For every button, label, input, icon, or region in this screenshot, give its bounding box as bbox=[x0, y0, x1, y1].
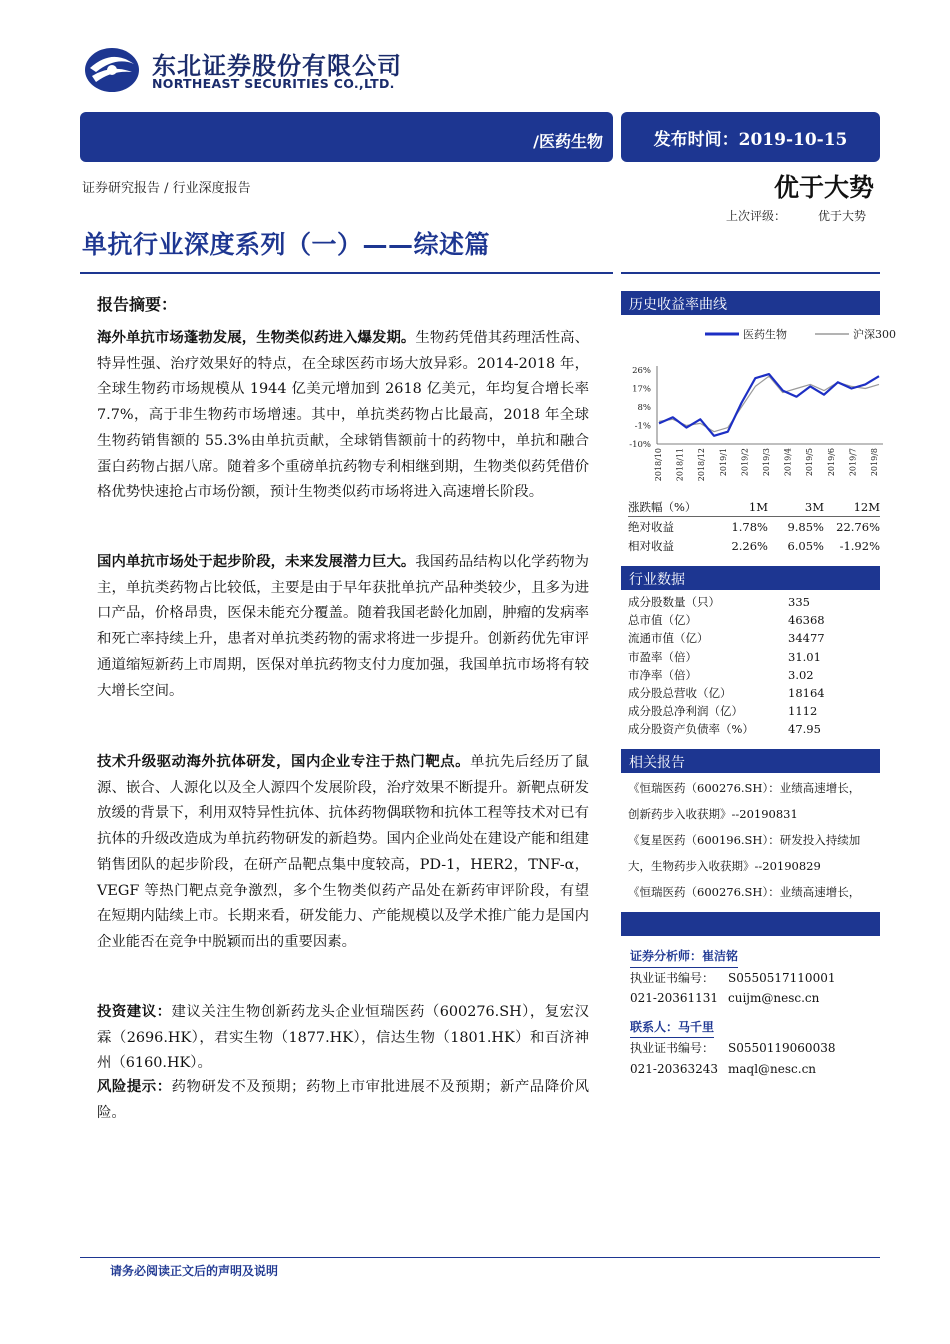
y-tick-label: 17% bbox=[632, 384, 651, 395]
y-tick-label: -1% bbox=[634, 421, 651, 432]
returns-cell: 绝对收益 bbox=[628, 519, 674, 534]
industry-row bbox=[628, 666, 880, 684]
returns-cell: -1.92% bbox=[839, 538, 880, 553]
industry-label: 总市值（亿） bbox=[628, 613, 697, 628]
cert-label: 执业证书编号： bbox=[630, 970, 715, 985]
x-tick-label: 2019/5 bbox=[805, 448, 815, 477]
sector-label: /医药生物 bbox=[533, 132, 603, 151]
industry-row bbox=[628, 629, 880, 647]
related-report-line[interactable]: 《复星医药（600196.SH）：研发投入持续加 bbox=[628, 833, 861, 847]
returns-cell: 相对收益 bbox=[628, 538, 674, 553]
industry-row bbox=[628, 720, 880, 738]
summary-paragraph: 技术升级驱动海外抗体研发，国内企业专注于热门靶点。单抗先后经历了鼠源、嵌合、人源化以及全人源四个发展阶段，治疗效果不断提升。新靶点研发放缓的背景下，利用双特异性抗体、抗体药物偶联物和抗体工程等技术对已有抗体的升级改造成为单抗药物研发的新趋势。国内企业尚处在建设产能和组建销售团队的起步阶段，在研产品靶点集中度较高，PD-1，HER2，TNF-α，VEGF 等热门靶点竞争激烈，多个生物类似药产品处在新药审评阶段，有望在短期内陆续上市。长期来看，研发能力、产能规模以及学术推广能力是国内企业能否在竞争中脱颖而出的重要因素。 bbox=[97, 753, 589, 950]
industry-value: 3.02 bbox=[788, 667, 814, 682]
footer-divider bbox=[80, 1257, 880, 1258]
industry-section-heading: 行业数据 bbox=[621, 566, 880, 590]
company-logo-icon bbox=[82, 46, 144, 94]
x-tick-label: 2019/2 bbox=[740, 448, 750, 477]
industry-row bbox=[628, 684, 880, 702]
y-tick-label: 8% bbox=[637, 403, 651, 413]
summary-heading: 报告摘要： bbox=[97, 295, 178, 314]
returns-cell: 9.85% bbox=[787, 519, 824, 534]
breadcrumb: 证券研究报告 / 行业深度报告 bbox=[82, 181, 251, 196]
related-report-line[interactable]: 《恒瑞医药（600276.SH）：业绩高速增长， bbox=[628, 781, 861, 795]
industry-label: 市净率（倍） bbox=[628, 667, 697, 682]
summary-paragraph: 国内单抗市场处于起步阶段，未来发展潜力巨大。我国药品结构以化学药物为主，单抗类药物占比较低，主要是由于早年获批单抗产品种类较少，且多为进口产品，价格昂贵，医保未能充分覆盖。随着我国老龄化加剧，肿瘤的发病率和死亡率持续上升，患者对单抗类药物的需求将进一步提升。创新药优先审评通道缩短新药上市周期，医保对单抗药物支付力度加强，我国单抗市场将有较大增长空间。 bbox=[97, 553, 589, 699]
industry-value: 335 bbox=[788, 595, 810, 610]
returns-header-cell: 涨跌幅（%） bbox=[628, 500, 697, 514]
x-tick-label: 2018/12 bbox=[697, 448, 707, 482]
y-tick-label: -10% bbox=[629, 440, 651, 450]
industry-label: 成分股资产负债率（%） bbox=[628, 722, 754, 737]
returns-row bbox=[628, 536, 880, 555]
summary-paragraph: 海外单抗市场蓬勃发展，生物类似药进入爆发期。生物药凭借其药理活性高、特异性强、治疗效果好的特点，在全球医药市场大放异彩。2014-2018 年，全球生物药市场规模从 1944 亿美元增加到 2618 亿美元，年均复合增长率 7.7%，高于非生物药市场增速。其中，单抗类药物占比最高，2018 年全球生物药销售额的 55.3%由单抗贡献，全球销售额前十的药物中，单抗和融合蛋白药物占据八席。随着多个重磅单抗药物专利相继到期，生物类似药凭借价格优势快速抢占市场份额，预计生物类似药市场将进入高速增长阶段。 bbox=[97, 329, 589, 501]
phone: 021-20363243 bbox=[630, 1061, 719, 1076]
x-tick-label: 2019/1 bbox=[718, 448, 728, 477]
email-link[interactable]: cuijm@nesc.cn bbox=[728, 991, 820, 1005]
industry-data-table bbox=[628, 593, 880, 739]
industry-label: 成分股总净利润（亿） bbox=[628, 704, 743, 719]
report-title: 单抗行业深度系列（一）——综述篇 bbox=[82, 230, 491, 259]
analyst-title: 证券分析师：崔洁铭 bbox=[630, 946, 738, 968]
industry-value: 18164 bbox=[788, 686, 825, 701]
returns-cell: 1.78% bbox=[731, 519, 768, 534]
x-tick-label: 2019/3 bbox=[762, 448, 771, 477]
related-report-line[interactable]: 创新药步入收获期》--20190831 bbox=[628, 807, 798, 821]
series-line bbox=[659, 374, 879, 436]
related-reports-heading: 相关报告 bbox=[621, 749, 880, 773]
returns-header-cell: 3M bbox=[804, 500, 824, 514]
contact-contact-row bbox=[630, 1059, 880, 1080]
industry-label: 市盈率（倍） bbox=[628, 649, 697, 664]
related-report-line[interactable]: 《恒瑞医药（600276.SH）：业绩高速增长， bbox=[628, 885, 861, 899]
industry-row bbox=[628, 648, 880, 666]
returns-cell: 6.05% bbox=[787, 538, 824, 553]
prev-rating-label: 上次评级： bbox=[726, 209, 787, 223]
industry-label: 成分股数量（只） bbox=[628, 595, 720, 610]
publish-date: 发布时间：2019-10-15 bbox=[653, 130, 848, 150]
x-tick-label: 2018/10 bbox=[654, 448, 663, 482]
industry-label: 成分股总营收（亿） bbox=[628, 686, 732, 701]
prev-rating-value: 优于大势 bbox=[818, 209, 867, 223]
returns-header-cell: 12M bbox=[853, 500, 880, 514]
returns-header-cell: 1M bbox=[748, 500, 768, 514]
footer-disclaimer: 请务必阅读正文后的声明及说明 bbox=[110, 1264, 279, 1278]
related-report-line[interactable]: 大，生物药步入收获期》--20190829 bbox=[628, 859, 821, 873]
returns-header-row bbox=[628, 498, 880, 517]
industry-value: 47.95 bbox=[788, 722, 821, 737]
x-tick-label: 2019/6 bbox=[826, 448, 836, 477]
analyst-cert-row bbox=[630, 968, 880, 989]
legend-label: 沪深300 bbox=[853, 328, 896, 341]
risk-warning: 风险提示：药物研发不及预期；药物上市审批进展不及预期；新产品降价风险。 bbox=[97, 1078, 589, 1121]
date-banner bbox=[621, 112, 880, 162]
sidebar-bar bbox=[621, 912, 880, 936]
x-tick-label: 2019/4 bbox=[783, 448, 793, 477]
industry-row bbox=[628, 593, 880, 611]
x-tick-label: 2019/8 bbox=[870, 448, 879, 477]
returns-cell: 22.76% bbox=[836, 519, 880, 534]
cert-number: S0550119060038 bbox=[728, 1041, 836, 1055]
x-tick-label: 2019/7 bbox=[848, 448, 858, 477]
returns-cell: 2.26% bbox=[731, 538, 768, 553]
company-name-cn: 东北证券股份有限公司 bbox=[152, 52, 402, 80]
industry-value: 1112 bbox=[788, 704, 818, 719]
sector-banner bbox=[80, 112, 613, 162]
cert-label: 执业证书编号： bbox=[630, 1041, 715, 1055]
chart-section-heading: 历史收益率曲线 bbox=[621, 291, 880, 315]
x-tick-label: 2018/11 bbox=[675, 448, 685, 482]
industry-value: 46368 bbox=[788, 613, 825, 628]
contact-title: 联系人：马千里 bbox=[630, 1017, 714, 1039]
cert-number: S0550517110001 bbox=[728, 970, 836, 985]
industry-value: 34477 bbox=[788, 631, 825, 646]
company-name-en: NORTHEAST SECURITIES CO.,LTD. bbox=[152, 76, 395, 91]
industry-label: 流通市值（亿） bbox=[628, 631, 709, 646]
rating: 优于大势 bbox=[773, 173, 874, 202]
analyst-contact-row bbox=[630, 988, 880, 1009]
related-reports-list bbox=[628, 775, 880, 905]
title-divider bbox=[80, 272, 613, 274]
sidebar-divider bbox=[621, 272, 880, 274]
investment-advice: 投资建议：建议关注生物创新药龙头企业恒瑞医药（600276.SH），复宏汉霖（2696.HK），君实生物（1877.HK），信达生物（1801.HK）和百济神州（6160.HK）。 bbox=[97, 1003, 589, 1072]
contact-cert-row bbox=[630, 1038, 880, 1059]
return-chart bbox=[621, 318, 896, 490]
phone: 021-20361131 bbox=[630, 991, 719, 1005]
analyst-block bbox=[630, 946, 880, 1079]
returns-table bbox=[628, 498, 880, 555]
returns-row bbox=[628, 517, 880, 536]
y-tick-label: 26% bbox=[632, 366, 651, 376]
industry-row bbox=[628, 702, 880, 720]
email-link[interactable]: maql@nesc.cn bbox=[728, 1061, 817, 1076]
legend-label: 医药生物 bbox=[743, 328, 787, 341]
industry-value: 31.01 bbox=[788, 649, 821, 664]
industry-row bbox=[628, 611, 880, 629]
